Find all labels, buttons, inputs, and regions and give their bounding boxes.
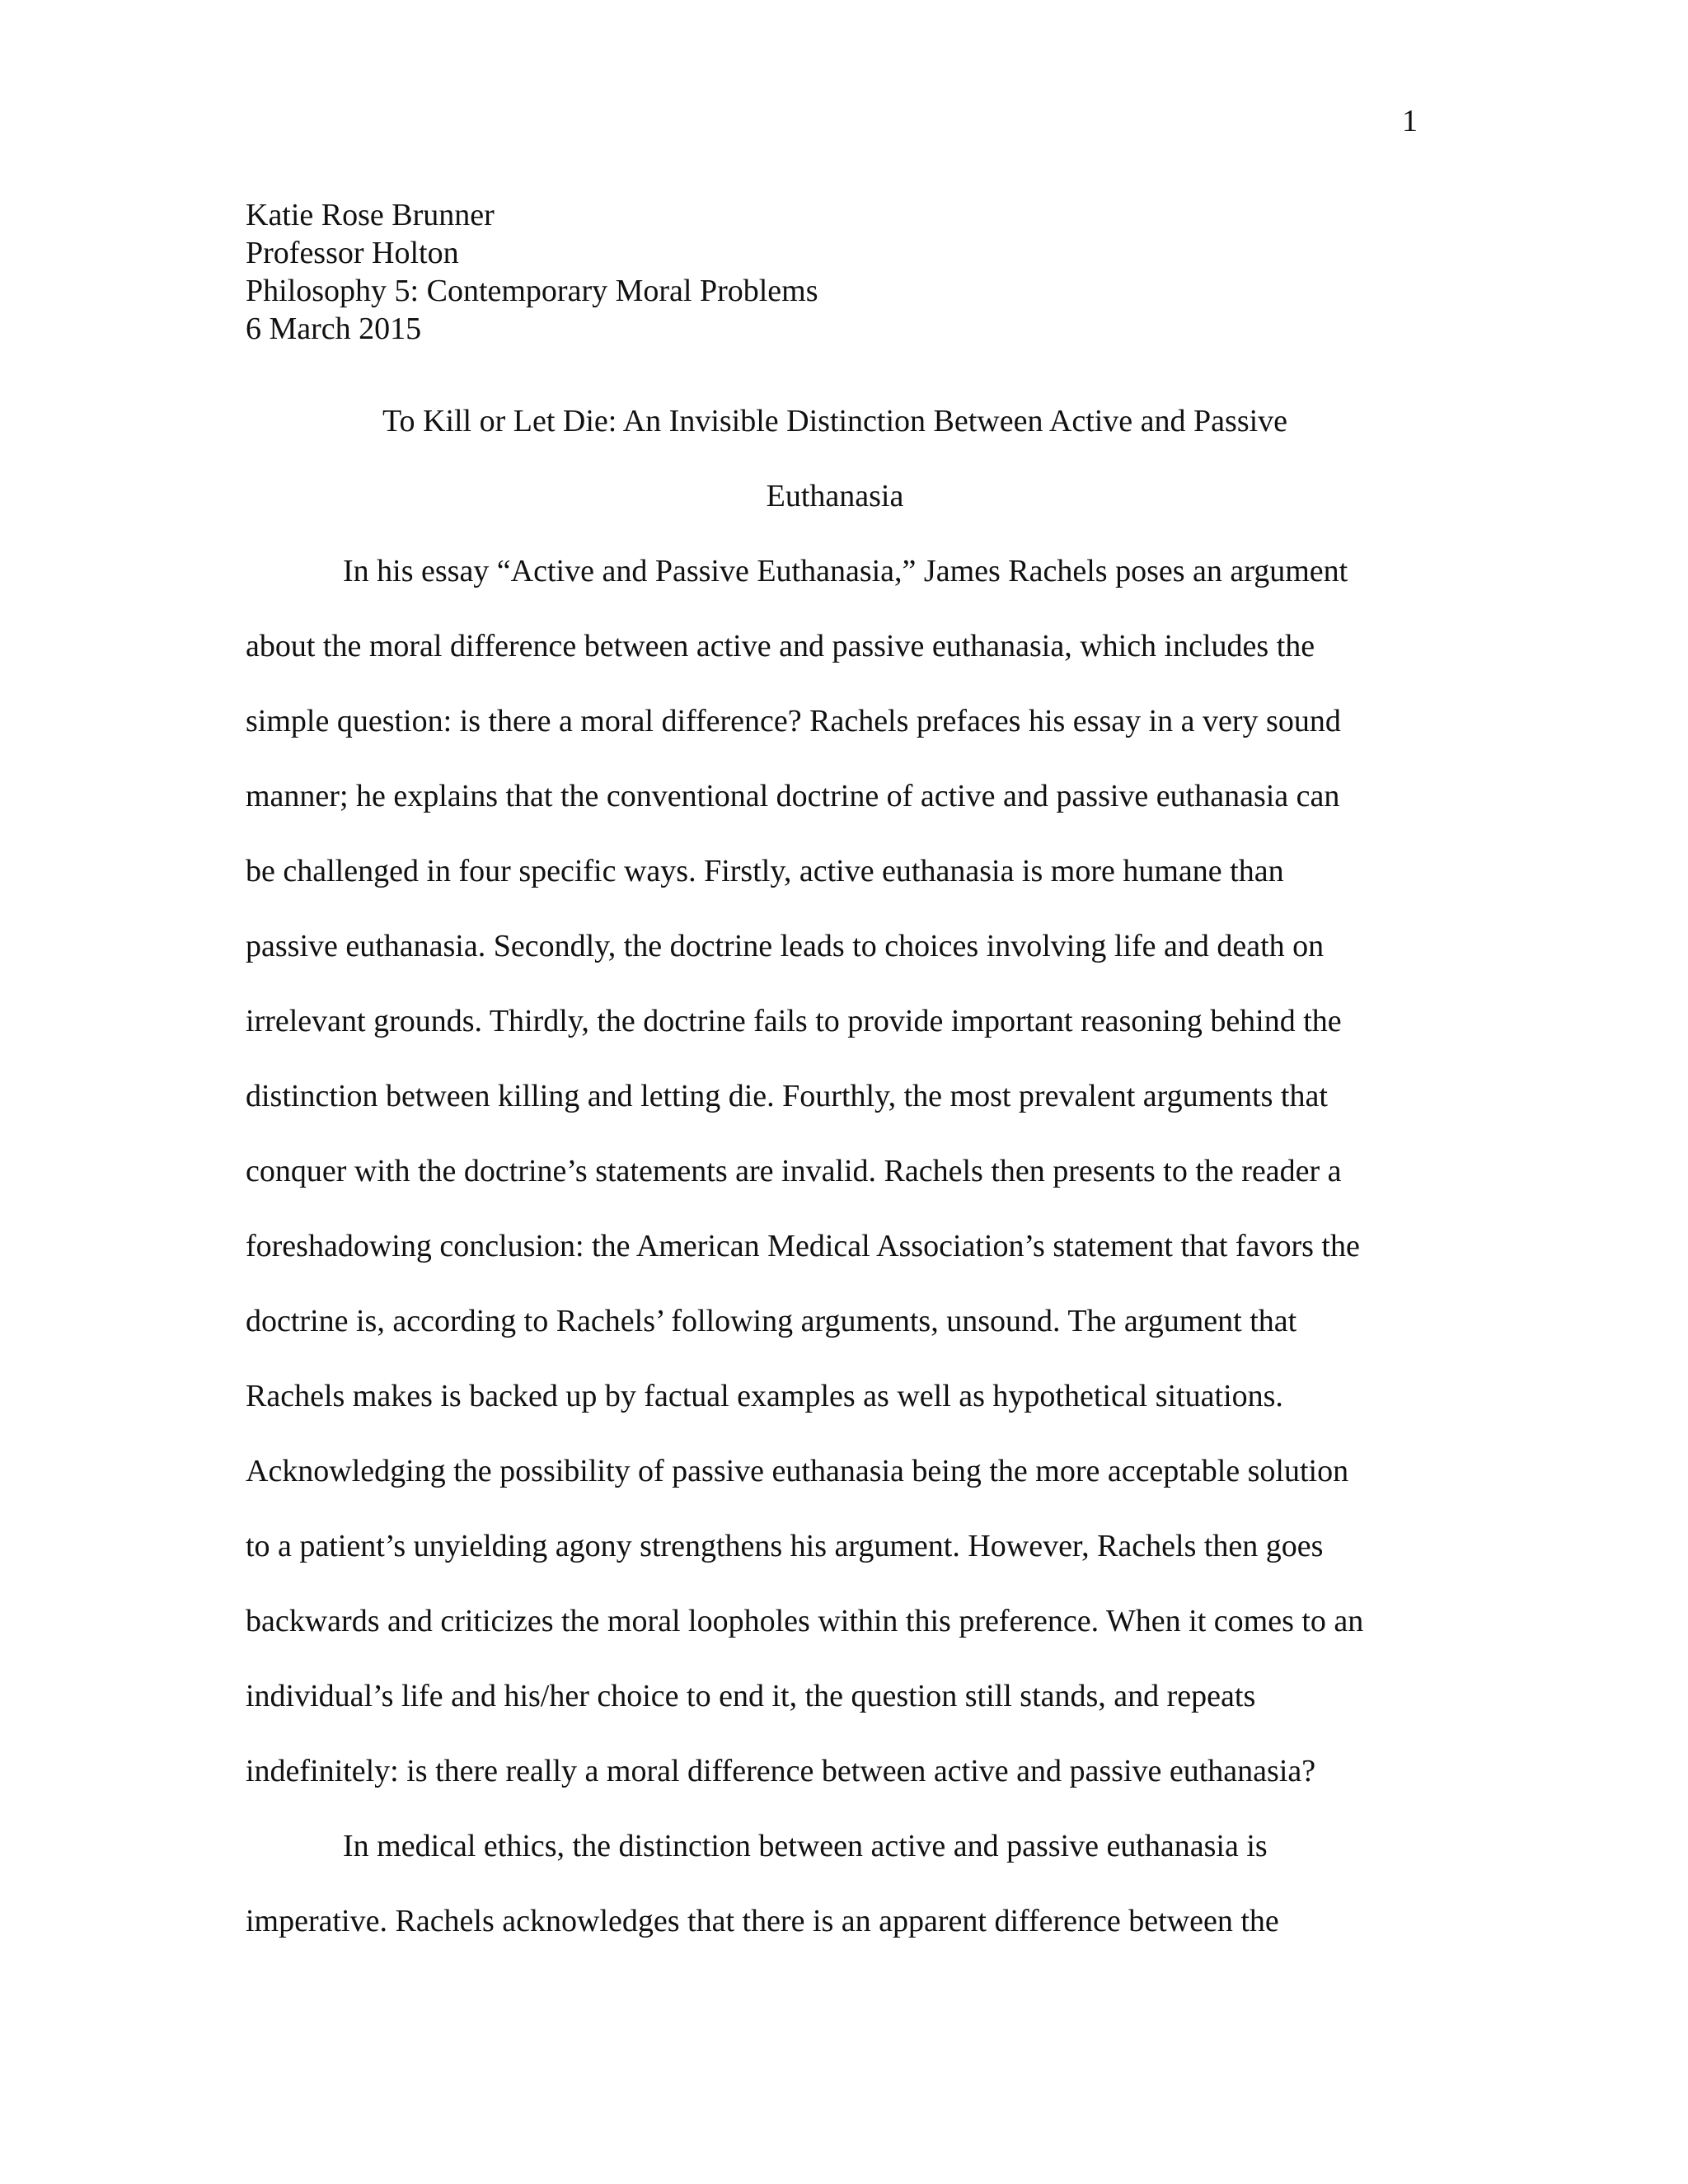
paragraph-1-line: Acknowledging the possibility of passive euthanasia being the more acceptable solution — [246, 1454, 1349, 1488]
paragraph-1-line: about the moral difference between active and passive euthanasia, which includes the — [246, 629, 1315, 663]
paragraph-1-line: manner; he explains that the conventional doctrine of active and passive euthanasia can — [246, 779, 1340, 813]
paragraph-1-line: individual’s life and his/her choice to end it, the question still stands, and repeats — [246, 1679, 1256, 1713]
paragraph-2-line: imperative. Rachels acknowledges that there is an apparent difference between the — [246, 1904, 1279, 1938]
paragraph-1-line: be challenged in four specific ways. Firstly, active euthanasia is more humane than — [246, 854, 1284, 888]
paragraph-1-line: In his essay “Active and Passive Euthanasia,” James Rachels poses an argument — [343, 554, 1348, 588]
essay-body — [246, 534, 1441, 1959]
title-line: Euthanasia — [766, 479, 904, 513]
course-name: Philosophy 5: Contemporary Moral Problems — [246, 274, 818, 308]
paragraph-2-line: In medical ethics, the distinction between active and passive euthanasia is — [343, 1829, 1268, 1863]
paragraph-1-line: to a patient’s unyielding agony strengthens his argument. However, Rachels then goes — [246, 1529, 1324, 1563]
essay-header — [246, 196, 1424, 348]
paragraph-1-line: passive euthanasia. Secondly, the doctrine leads to choices involving life and death on — [246, 929, 1325, 963]
paragraph-1-line: doctrine is, according to Rachels’ following arguments, unsound. The argument that — [246, 1304, 1297, 1338]
title-line: To Kill or Let Die: An Invisible Distinction Between Active and Passive — [382, 404, 1288, 438]
paragraph-1-line: distinction between killing and letting die. Fourthly, the most prevalent arguments that — [246, 1079, 1328, 1113]
paragraph-1-line: conquer with the doctrine’s statements are invalid. Rachels then presents to the reader a — [246, 1154, 1342, 1188]
paragraph-1-line: backwards and criticizes the moral loopholes within this preference. When it comes to an — [246, 1604, 1364, 1638]
paragraph-1-line: foreshadowing conclusion: the American Medical Association’s statement that favors the — [246, 1229, 1360, 1263]
essay-date: 6 March 2015 — [246, 312, 422, 346]
paragraph-1-line: irrelevant grounds. Thirdly, the doctrine fails to provide important reasoning behind the — [246, 1004, 1342, 1038]
paragraph-1-line: Rachels makes is backed up by factual examples as well as hypothetical situations. — [246, 1379, 1283, 1413]
paragraph-1-line: indefinitely: is there really a moral difference between active and passive euthanasia? — [246, 1754, 1316, 1788]
author-name: Katie Rose Brunner — [246, 198, 495, 232]
paragraph-1-line: simple question: is there a moral difference? Rachels prefaces his essay in a very sound — [246, 704, 1341, 738]
professor-name: Professor Holton — [246, 236, 459, 270]
essay-title — [246, 384, 1424, 534]
page-number: 1 — [1402, 104, 1418, 138]
